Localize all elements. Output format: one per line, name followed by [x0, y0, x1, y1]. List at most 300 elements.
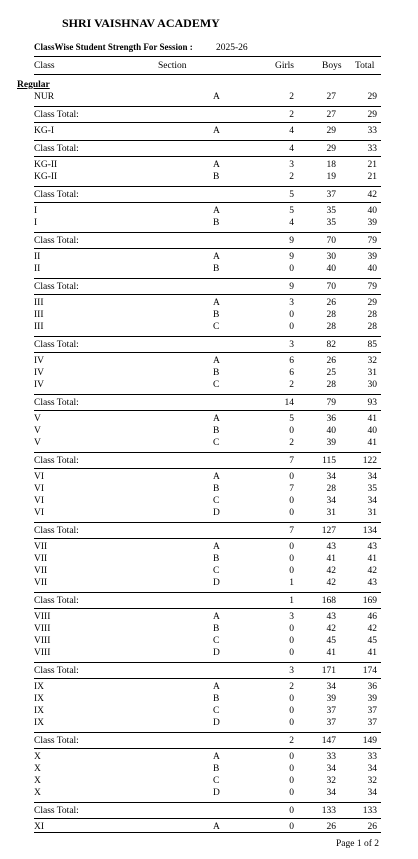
class-total-row	[0, 339, 418, 351]
boys-cell: 147	[321, 736, 336, 746]
rule	[34, 818, 381, 819]
section-cell: A	[213, 298, 220, 308]
table-row	[0, 787, 418, 799]
table-row	[0, 553, 418, 565]
boys-cell: 32	[326, 776, 336, 786]
girls-cell: 9	[289, 252, 294, 262]
table-row	[0, 705, 418, 717]
column-header-section: Section	[158, 61, 187, 71]
total-cell: 32	[367, 356, 377, 366]
boys-cell: 79	[326, 398, 336, 408]
total-cell: 33	[367, 126, 377, 136]
girls-cell: 3	[289, 666, 294, 676]
girls-cell: 5	[289, 190, 294, 200]
total-cell: 39	[367, 218, 377, 228]
boys-cell: 28	[326, 484, 336, 494]
girls-cell: 7	[289, 526, 294, 536]
boys-cell: 35	[326, 206, 336, 216]
class-total-row	[0, 455, 418, 467]
boys-cell: 34	[326, 682, 336, 692]
girls-cell: 2	[289, 380, 294, 390]
section-cell: C	[213, 566, 220, 576]
table-row	[0, 367, 418, 379]
rule	[34, 186, 381, 187]
total-cell: 31	[367, 508, 377, 518]
class-total-row	[0, 189, 418, 201]
class-total-label: Class Total:	[34, 236, 79, 246]
total-cell: 122	[362, 456, 377, 466]
girls-cell: 1	[289, 578, 294, 588]
girls-cell: 6	[289, 368, 294, 378]
girls-cell: 9	[289, 236, 294, 246]
rule	[34, 232, 381, 233]
table-row	[0, 425, 418, 437]
boys-cell: 127	[321, 526, 336, 536]
total-cell: 40	[367, 264, 377, 274]
class-total-row	[0, 665, 418, 677]
girls-cell: 0	[289, 426, 294, 436]
class-cell: IV	[34, 380, 45, 390]
section-cell: A	[213, 206, 220, 216]
class-cell: KG-I	[34, 126, 55, 136]
boys-cell: 27	[326, 110, 336, 120]
girls-cell: 2	[289, 438, 294, 448]
table-row	[0, 321, 418, 333]
rule	[34, 74, 381, 75]
total-cell: 42	[367, 190, 377, 200]
rule	[34, 248, 381, 249]
boys-cell: 133	[321, 806, 336, 816]
section-cell: A	[213, 542, 220, 552]
table-row	[0, 159, 418, 171]
column-header-girls: Girls	[275, 61, 294, 71]
section-cell: B	[213, 694, 220, 704]
table-row	[0, 635, 418, 647]
total-cell: 21	[367, 160, 377, 170]
class-total-row	[0, 397, 418, 409]
section-cell: D	[213, 508, 220, 518]
boys-cell: 37	[326, 718, 336, 728]
table-row	[0, 413, 418, 425]
total-cell: 174	[362, 666, 377, 676]
boys-cell: 39	[326, 694, 336, 704]
table-row	[0, 205, 418, 217]
rule	[34, 352, 381, 353]
class-cell: KG-II	[34, 172, 58, 182]
total-cell: 29	[367, 298, 377, 308]
total-cell: 42	[367, 566, 377, 576]
rule	[34, 106, 381, 107]
total-cell: 39	[367, 252, 377, 262]
boys-cell: 25	[326, 368, 336, 378]
boys-cell: 34	[326, 496, 336, 506]
boys-cell: 40	[326, 264, 336, 274]
rule	[34, 522, 381, 523]
section-cell: B	[213, 624, 220, 634]
class-cell: IX	[34, 694, 45, 704]
girls-cell: 0	[289, 624, 294, 634]
class-cell: VIII	[34, 612, 51, 622]
rule	[34, 336, 381, 337]
total-cell: 34	[367, 764, 377, 774]
section-cell: C	[213, 706, 220, 716]
class-cell: X	[34, 788, 41, 798]
class-cell: VII	[34, 578, 48, 588]
girls-cell: 1	[289, 596, 294, 606]
girls-cell: 7	[289, 484, 294, 494]
girls-cell: 3	[289, 160, 294, 170]
class-total-row	[0, 143, 418, 155]
table-row	[0, 507, 418, 519]
section-cell: B	[213, 368, 220, 378]
total-cell: 93	[367, 398, 377, 408]
boys-cell: 42	[326, 578, 336, 588]
boys-cell: 36	[326, 414, 336, 424]
girls-cell: 4	[289, 144, 294, 154]
girls-cell: 3	[289, 298, 294, 308]
boys-cell: 18	[326, 160, 336, 170]
boys-cell: 168	[321, 596, 336, 606]
girls-cell: 0	[289, 822, 294, 832]
girls-cell: 0	[289, 636, 294, 646]
class-cell: VII	[34, 554, 48, 564]
group-label: Regular	[17, 80, 50, 90]
total-cell: 28	[367, 310, 377, 320]
total-cell: 41	[367, 554, 377, 564]
class-total-row	[0, 595, 418, 607]
class-cell: IX	[34, 682, 45, 692]
girls-cell: 0	[289, 322, 294, 332]
total-cell: 41	[367, 648, 377, 658]
total-cell: 79	[367, 282, 377, 292]
section-cell: A	[213, 356, 220, 366]
boys-cell: 27	[326, 92, 336, 102]
section-cell: B	[213, 264, 220, 274]
total-cell: 46	[367, 612, 377, 622]
table-row	[0, 763, 418, 775]
boys-cell: 19	[326, 172, 336, 182]
table-row	[0, 577, 418, 589]
class-total-label: Class Total:	[34, 456, 79, 466]
class-cell: VIII	[34, 648, 51, 658]
table-row	[0, 751, 418, 763]
class-cell: VI	[34, 496, 45, 506]
boys-cell: 70	[326, 282, 336, 292]
total-cell: 169	[362, 596, 377, 606]
class-cell: X	[34, 764, 41, 774]
class-cell: XI	[34, 822, 45, 832]
boys-cell: 43	[326, 542, 336, 552]
girls-cell: 9	[289, 282, 294, 292]
class-total-label: Class Total:	[34, 282, 79, 292]
girls-cell: 3	[289, 340, 294, 350]
total-cell: 29	[367, 110, 377, 120]
class-cell: NUR	[34, 92, 55, 102]
section-cell: C	[213, 438, 220, 448]
class-total-row	[0, 109, 418, 121]
girls-cell: 0	[289, 706, 294, 716]
total-cell: 29	[367, 92, 377, 102]
rule	[34, 802, 381, 803]
total-cell: 43	[367, 578, 377, 588]
boys-cell: 30	[326, 252, 336, 262]
table-row	[0, 717, 418, 729]
girls-cell: 0	[289, 496, 294, 506]
table-row	[0, 309, 418, 321]
rule	[34, 608, 381, 609]
class-cell: VII	[34, 566, 48, 576]
rule	[34, 56, 381, 57]
class-cell: IV	[34, 356, 45, 366]
girls-cell: 0	[289, 718, 294, 728]
boys-cell: 34	[326, 764, 336, 774]
school-title: SHRI VAISHNAV ACADEMY	[62, 16, 220, 30]
girls-cell: 0	[289, 752, 294, 762]
total-cell: 45	[367, 636, 377, 646]
girls-cell: 0	[289, 694, 294, 704]
class-cell: II	[34, 264, 41, 274]
column-header-total: Total	[355, 61, 375, 71]
girls-cell: 0	[289, 554, 294, 564]
class-cell: VI	[34, 508, 45, 518]
table-row	[0, 623, 418, 635]
class-cell: IX	[34, 706, 45, 716]
table-row	[0, 125, 418, 137]
class-cell: III	[34, 298, 44, 308]
boys-cell: 29	[326, 126, 336, 136]
total-cell: 41	[367, 414, 377, 424]
table-row	[0, 171, 418, 183]
class-cell: VI	[34, 484, 45, 494]
girls-cell: 3	[289, 612, 294, 622]
section-cell: C	[213, 380, 220, 390]
section-cell: A	[213, 414, 220, 424]
boys-cell: 28	[326, 380, 336, 390]
total-cell: 34	[367, 496, 377, 506]
boys-cell: 171	[321, 666, 336, 676]
girls-cell: 0	[289, 264, 294, 274]
boys-cell: 41	[326, 554, 336, 564]
section-cell: A	[213, 252, 220, 262]
class-total-row	[0, 525, 418, 537]
table-row	[0, 297, 418, 309]
boys-cell: 33	[326, 752, 336, 762]
rule	[34, 678, 381, 679]
section-cell: A	[213, 472, 220, 482]
girls-cell: 0	[289, 788, 294, 798]
rule	[34, 202, 381, 203]
total-cell: 35	[367, 484, 377, 494]
girls-cell: 4	[289, 126, 294, 136]
total-cell: 41	[367, 438, 377, 448]
total-cell: 43	[367, 542, 377, 552]
section-cell: C	[213, 496, 220, 506]
total-cell: 32	[367, 776, 377, 786]
table-row	[0, 437, 418, 449]
girls-cell: 0	[289, 776, 294, 786]
table-row	[0, 775, 418, 787]
boys-cell: 26	[326, 356, 336, 366]
rule	[34, 748, 381, 749]
section-cell: C	[213, 776, 220, 786]
table-row	[0, 693, 418, 705]
boys-cell: 28	[326, 322, 336, 332]
class-cell: V	[34, 414, 41, 424]
total-cell: 85	[367, 340, 377, 350]
section-cell: D	[213, 578, 220, 588]
page-number: Page 1 of 2	[336, 839, 380, 849]
boys-cell: 29	[326, 144, 336, 154]
class-cell: VIII	[34, 624, 51, 634]
column-header-class: Class	[34, 61, 55, 71]
rule	[34, 278, 381, 279]
girls-cell: 0	[289, 806, 294, 816]
boys-cell: 37	[326, 706, 336, 716]
total-cell: 34	[367, 788, 377, 798]
girls-cell: 0	[289, 542, 294, 552]
class-cell: KG-II	[34, 160, 58, 170]
total-cell: 30	[367, 380, 377, 390]
section-cell: A	[213, 92, 220, 102]
class-total-label: Class Total:	[34, 340, 79, 350]
rule	[34, 452, 381, 453]
section-cell: B	[213, 310, 220, 320]
boys-cell: 41	[326, 648, 336, 658]
section-cell: A	[213, 682, 220, 692]
rule	[34, 294, 381, 295]
class-cell: VII	[34, 542, 48, 552]
boys-cell: 43	[326, 612, 336, 622]
total-cell: 40	[367, 206, 377, 216]
girls-cell: 0	[289, 764, 294, 774]
total-cell: 37	[367, 718, 377, 728]
total-cell: 26	[367, 822, 377, 832]
section-cell: B	[213, 218, 220, 228]
boys-cell: 39	[326, 438, 336, 448]
class-cell: VI	[34, 472, 45, 482]
boys-cell: 34	[326, 472, 336, 482]
boys-cell: 42	[326, 566, 336, 576]
boys-cell: 42	[326, 624, 336, 634]
class-cell: IV	[34, 368, 45, 378]
class-total-label: Class Total:	[34, 666, 79, 676]
total-cell: 33	[367, 752, 377, 762]
boys-cell: 82	[326, 340, 336, 350]
boys-cell: 34	[326, 788, 336, 798]
rule	[34, 592, 381, 593]
rule	[34, 394, 381, 395]
boys-cell: 40	[326, 426, 336, 436]
boys-cell: 31	[326, 508, 336, 518]
section-cell: B	[213, 426, 220, 436]
section-cell: B	[213, 764, 220, 774]
boys-cell: 70	[326, 236, 336, 246]
class-total-label: Class Total:	[34, 526, 79, 536]
total-cell: 79	[367, 236, 377, 246]
section-cell: A	[213, 126, 220, 136]
girls-cell: 5	[289, 206, 294, 216]
total-cell: 133	[362, 806, 377, 816]
column-header-boys: Boys	[322, 61, 342, 71]
class-total-label: Class Total:	[34, 190, 79, 200]
section-cell: C	[213, 636, 220, 646]
class-total-label: Class Total:	[34, 398, 79, 408]
boys-cell: 115	[322, 456, 336, 466]
rule	[34, 122, 381, 123]
report-subtitle: ClassWise Student Strength For Session :	[34, 42, 193, 52]
girls-cell: 14	[284, 398, 294, 408]
total-cell: 34	[367, 472, 377, 482]
class-cell: I	[34, 218, 38, 228]
total-cell: 33	[367, 144, 377, 154]
rule	[34, 468, 381, 469]
section-cell: A	[213, 752, 220, 762]
total-cell: 40	[367, 426, 377, 436]
class-total-row	[0, 235, 418, 247]
rule	[34, 832, 381, 833]
girls-cell: 2	[289, 172, 294, 182]
boys-cell: 37	[326, 190, 336, 200]
girls-cell: 7	[289, 456, 294, 466]
table-row	[0, 263, 418, 275]
total-cell: 134	[362, 526, 377, 536]
girls-cell: 4	[289, 218, 294, 228]
boys-cell: 26	[326, 822, 336, 832]
section-cell: A	[213, 822, 220, 832]
section-cell: A	[213, 612, 220, 622]
table-row	[0, 495, 418, 507]
class-total-label: Class Total:	[34, 736, 79, 746]
class-cell: X	[34, 776, 41, 786]
table-row	[0, 565, 418, 577]
table-row	[0, 91, 418, 103]
table-row	[0, 681, 418, 693]
table-row	[0, 611, 418, 623]
class-cell: II	[34, 252, 41, 262]
total-cell: 28	[367, 322, 377, 332]
rule	[34, 538, 381, 539]
total-cell: 31	[367, 368, 377, 378]
total-cell: 37	[367, 706, 377, 716]
total-cell: 21	[367, 172, 377, 182]
table-row	[0, 471, 418, 483]
boys-cell: 45	[326, 636, 336, 646]
girls-cell: 0	[289, 310, 294, 320]
girls-cell: 2	[289, 110, 294, 120]
table-row	[0, 483, 418, 495]
class-cell: IX	[34, 718, 45, 728]
total-cell: 42	[367, 624, 377, 634]
boys-cell: 26	[326, 298, 336, 308]
table-row	[0, 647, 418, 659]
table-row	[0, 251, 418, 263]
total-cell: 36	[367, 682, 377, 692]
class-cell: III	[34, 322, 44, 332]
table-row	[0, 217, 418, 229]
class-cell: V	[34, 438, 41, 448]
class-total-row	[0, 281, 418, 293]
girls-cell: 0	[289, 566, 294, 576]
rule	[34, 156, 381, 157]
class-total-row	[0, 735, 418, 747]
session-value: 2025-26	[216, 43, 248, 53]
rule	[34, 732, 381, 733]
class-total-row	[0, 805, 418, 817]
table-row	[0, 355, 418, 367]
girls-cell: 0	[289, 508, 294, 518]
total-cell: 39	[367, 694, 377, 704]
total-cell: 149	[362, 736, 377, 746]
